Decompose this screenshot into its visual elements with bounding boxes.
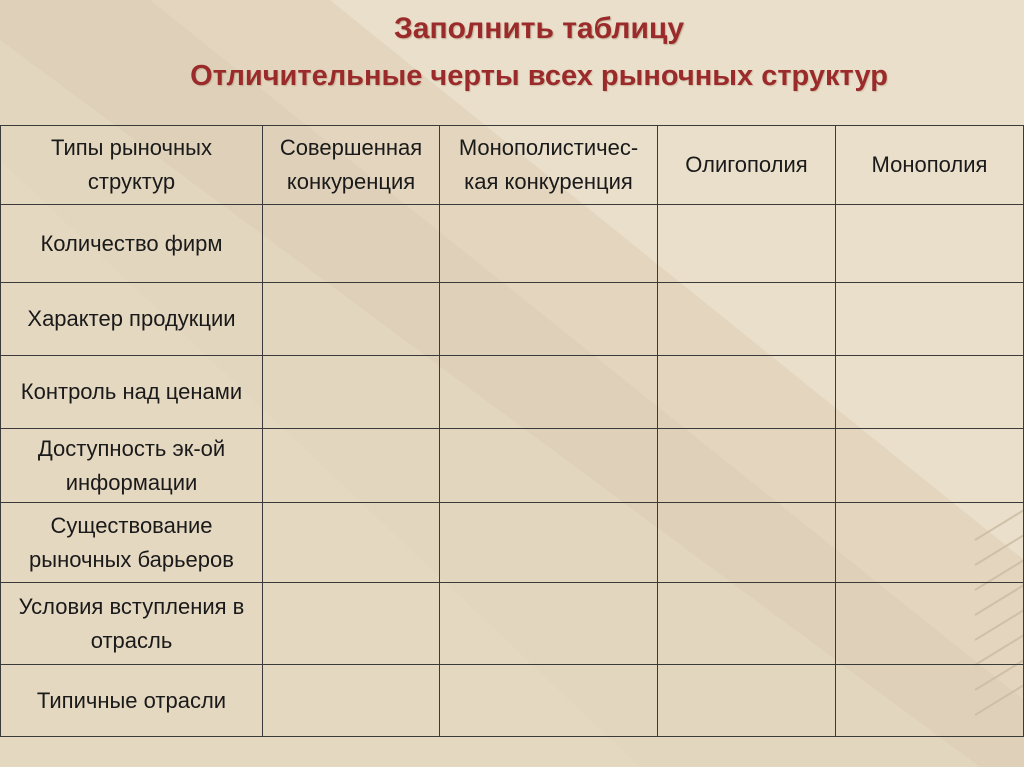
- row-label: Контроль над ценами: [1, 356, 263, 429]
- empty-cell[interactable]: [836, 356, 1024, 429]
- row-label: Типичные отрасли: [1, 665, 263, 737]
- row-label: Условия вступления в отрасль: [1, 583, 263, 665]
- empty-cell[interactable]: [658, 665, 836, 737]
- slide-subtitle: Отличительные черты всех рыночных структур: [190, 60, 888, 92]
- row-label: Существование рыночных барьеров: [1, 503, 263, 583]
- row-label: Количество фирм: [1, 205, 263, 283]
- empty-cell[interactable]: [263, 583, 440, 665]
- header-cell-monopoly: Монополия: [836, 126, 1024, 205]
- empty-cell[interactable]: [263, 503, 440, 583]
- empty-cell[interactable]: [836, 205, 1024, 283]
- table-row: [1, 283, 1024, 356]
- empty-cell[interactable]: [836, 503, 1024, 583]
- empty-cell[interactable]: [658, 205, 836, 283]
- row-label: Доступность эк-ой информации: [1, 429, 263, 503]
- empty-cell[interactable]: [263, 356, 440, 429]
- table-header-row: [1, 126, 1024, 205]
- header-cell-perfect-competition: Совершенная конкуренция: [263, 126, 440, 205]
- empty-cell[interactable]: [440, 429, 658, 503]
- table-row: [1, 356, 1024, 429]
- table-row: [1, 583, 1024, 665]
- empty-cell[interactable]: [263, 283, 440, 356]
- empty-cell[interactable]: [263, 665, 440, 737]
- table-row: [1, 429, 1024, 503]
- empty-cell[interactable]: [658, 429, 836, 503]
- empty-cell[interactable]: [658, 283, 836, 356]
- header-cell-oligopoly: Олигополия: [658, 126, 836, 205]
- empty-cell[interactable]: [440, 205, 658, 283]
- empty-cell[interactable]: [836, 429, 1024, 503]
- empty-cell[interactable]: [836, 283, 1024, 356]
- header-cell-monopolistic-competition: Монополистичес-кая конкуренция: [440, 126, 658, 205]
- row-label: Характер продукции: [1, 283, 263, 356]
- empty-cell[interactable]: [658, 503, 836, 583]
- empty-cell[interactable]: [836, 583, 1024, 665]
- empty-cell[interactable]: [658, 356, 836, 429]
- slide-title: Заполнить таблицу: [393, 12, 685, 45]
- table-row: [1, 503, 1024, 583]
- table-row: [1, 205, 1024, 283]
- empty-cell[interactable]: [658, 583, 836, 665]
- empty-cell[interactable]: [440, 583, 658, 665]
- empty-cell[interactable]: [440, 283, 658, 356]
- header-cell-types: Типы рыночных структур: [1, 126, 263, 205]
- empty-cell[interactable]: [440, 665, 658, 737]
- empty-cell[interactable]: [440, 356, 658, 429]
- market-structures-table: [0, 125, 1024, 737]
- empty-cell[interactable]: [263, 429, 440, 503]
- empty-cell[interactable]: [263, 205, 440, 283]
- table-row: [1, 665, 1024, 737]
- empty-cell[interactable]: [836, 665, 1024, 737]
- empty-cell[interactable]: [440, 503, 658, 583]
